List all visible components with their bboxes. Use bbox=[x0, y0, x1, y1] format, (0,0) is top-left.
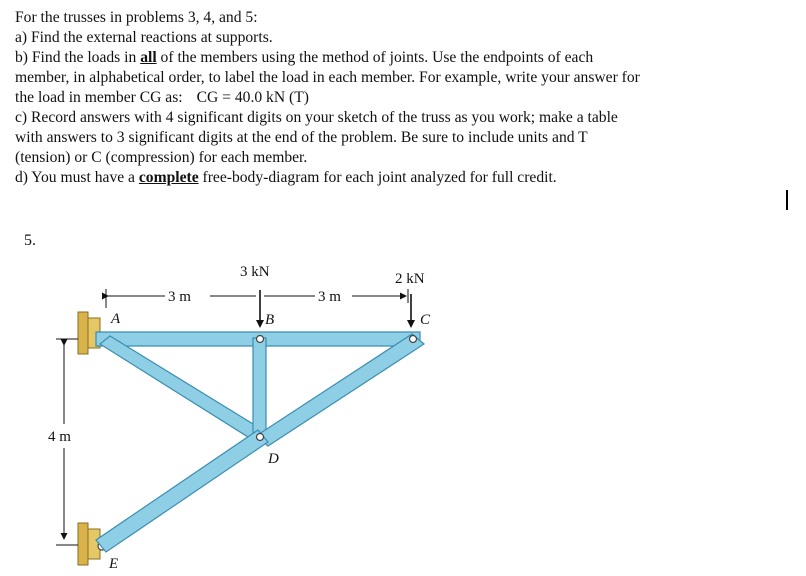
item-a: a) Find the external reactions at supports. bbox=[15, 29, 273, 46]
item-b-emphasis: all bbox=[140, 49, 157, 66]
load-label-b: 3 kN bbox=[240, 264, 270, 280]
intro-line: For the trusses in problems 3, 4, and 5: bbox=[15, 9, 258, 26]
dimension-label-ab: 3 m bbox=[168, 289, 191, 305]
pin-b bbox=[257, 336, 264, 343]
member-de bbox=[96, 430, 268, 552]
problem-number: 5. bbox=[24, 232, 36, 249]
dimension-label-height: 4 m bbox=[48, 429, 71, 445]
joint-label-c: C bbox=[420, 312, 431, 328]
pin-c bbox=[410, 336, 417, 343]
item-c-line2: with answers to 3 significant digits at the end of the problem. Be sure to include units and T bbox=[15, 129, 588, 146]
load-label-c: 2 kN bbox=[395, 271, 425, 287]
item-b-example: CG = 40.0 kN (T) bbox=[196, 89, 309, 106]
truss-members bbox=[96, 332, 424, 552]
horizontal-dimension bbox=[106, 289, 408, 308]
joint-label-d: D bbox=[268, 451, 279, 467]
member-bd bbox=[253, 338, 266, 440]
item-d-post: free-body-diagram for each joint analyzed for full credit. bbox=[198, 169, 557, 186]
item-b-post: of the members using the method of joints. Use the endpoints of each bbox=[156, 49, 594, 66]
item-b-line2: member, in alphabetical order, to label the load in each member. For example, write your answer for bbox=[15, 69, 640, 86]
member-cd bbox=[256, 334, 424, 446]
item-b-pre: b) Find the loads in bbox=[15, 49, 141, 66]
item-d-pre: d) You must have a bbox=[15, 169, 139, 186]
item-d-emphasis: complete bbox=[138, 169, 199, 186]
item-c-line3: (tension) or C (compression) for each member. bbox=[15, 149, 308, 166]
dimension-label-bc: 3 m bbox=[318, 289, 341, 305]
joint-label-b: B bbox=[265, 312, 275, 328]
pin-d bbox=[257, 434, 264, 441]
item-c-line1: c) Record answers with 4 significant digits on your sketch of the truss as you work; make a table bbox=[15, 109, 618, 126]
joint-label-e: E bbox=[109, 556, 119, 572]
member-ad bbox=[100, 336, 266, 442]
item-b-example-intro: the load in member CG as: bbox=[15, 89, 183, 106]
joint-label-a: A bbox=[111, 311, 121, 327]
